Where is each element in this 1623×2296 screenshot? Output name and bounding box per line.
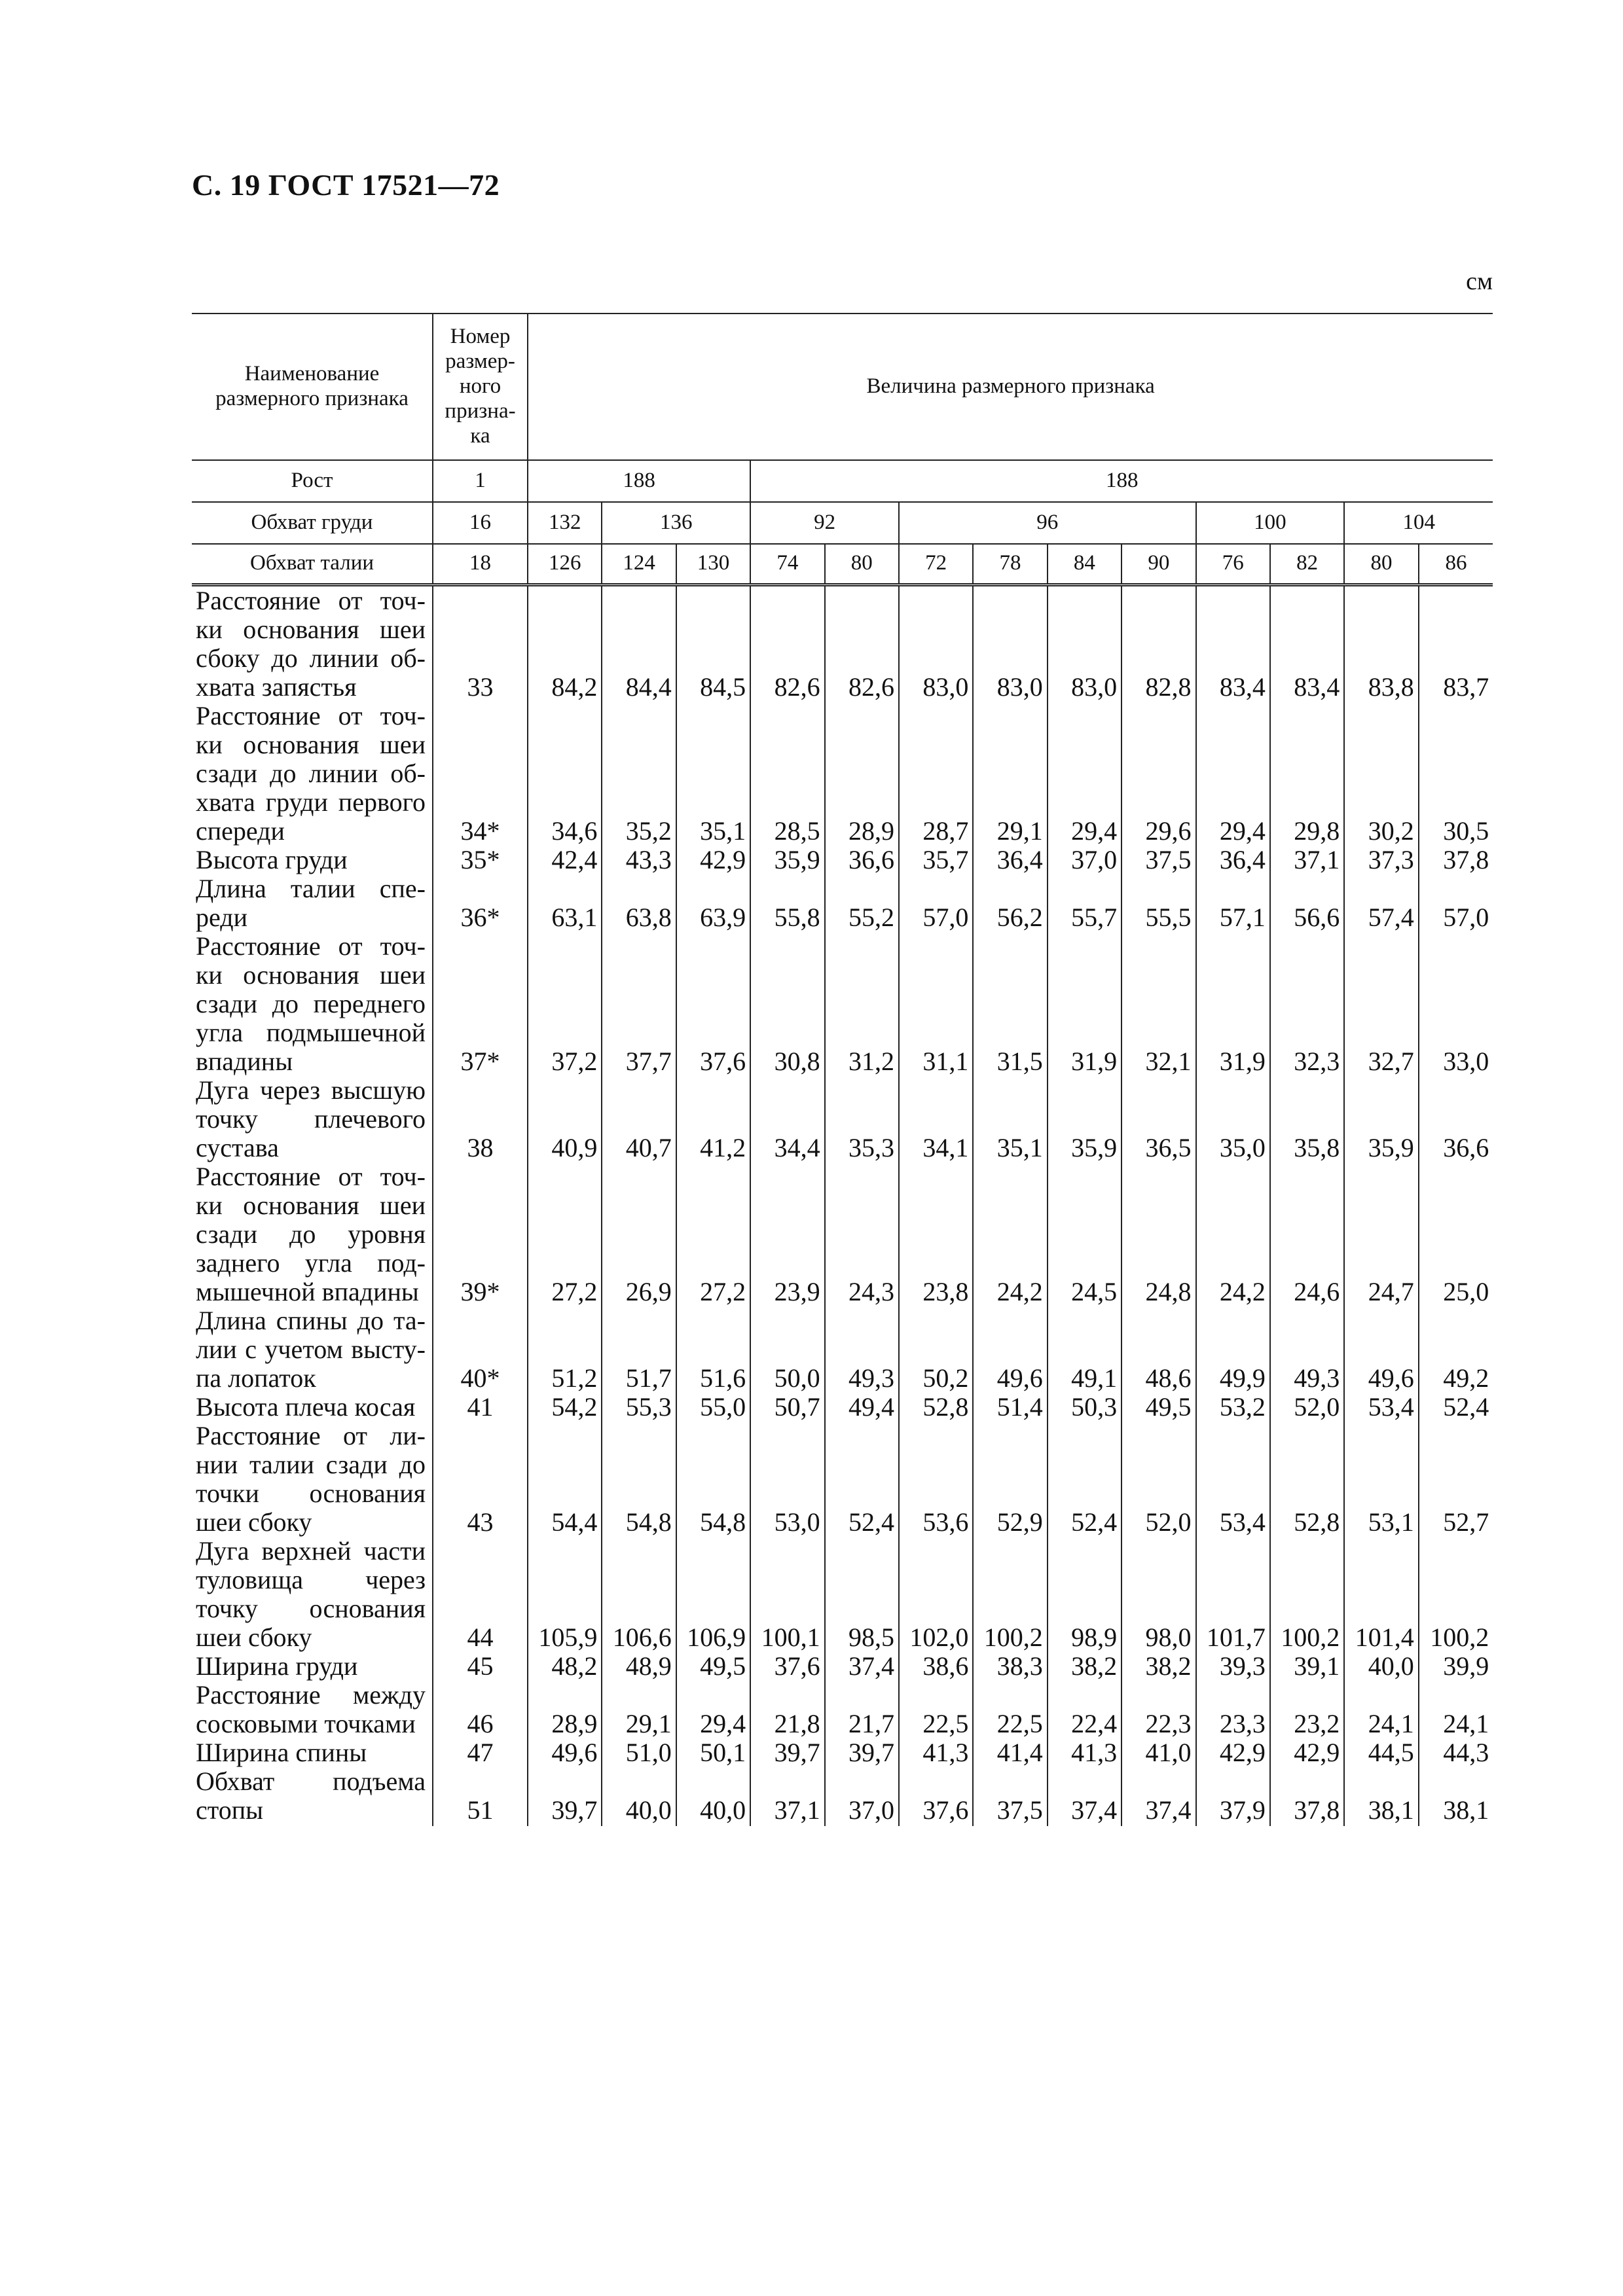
row-value: 39,7 xyxy=(750,1738,824,1767)
row-value: 37,8 xyxy=(1419,846,1493,874)
row-value: 49,3 xyxy=(1270,1306,1344,1393)
row-value: 54,8 xyxy=(676,1422,750,1537)
row-value: 22,4 xyxy=(1048,1681,1122,1738)
row-value: 31,5 xyxy=(973,932,1047,1076)
row-value: 37,1 xyxy=(1270,846,1344,874)
row-value: 24,5 xyxy=(1048,1162,1122,1306)
row-code: 43 xyxy=(433,1422,528,1537)
row-value: 29,4 xyxy=(1048,702,1122,846)
row-value: 52,4 xyxy=(825,1422,899,1537)
table-row xyxy=(192,874,1493,932)
row-value: 51,6 xyxy=(676,1306,750,1393)
row-value: 29,1 xyxy=(973,702,1047,846)
row-value: 23,2 xyxy=(1270,1681,1344,1738)
row-value: 35,9 xyxy=(1344,1076,1418,1162)
waist-value: 74 xyxy=(750,544,824,584)
row-value: 39,7 xyxy=(825,1738,899,1767)
row-value: 52,0 xyxy=(1270,1393,1344,1422)
row-value: 37,6 xyxy=(676,932,750,1076)
row-code: 33 xyxy=(433,584,528,702)
row-code: 44 xyxy=(433,1537,528,1652)
row-name: Расстояние от точ-ки основания шеи сзади до уровня заднего угла под-мышечной впадины xyxy=(192,1162,433,1306)
row-code: 46 xyxy=(433,1681,528,1738)
row-value: 52,8 xyxy=(1270,1422,1344,1537)
row-value: 57,4 xyxy=(1344,874,1418,932)
table-row xyxy=(192,932,1493,1076)
row-value: 55,5 xyxy=(1122,874,1195,932)
row-value: 40,0 xyxy=(1344,1652,1418,1681)
row-value: 35,1 xyxy=(676,702,750,846)
row-value: 41,2 xyxy=(676,1076,750,1162)
row-value: 41,3 xyxy=(899,1738,973,1767)
row-value: 31,9 xyxy=(1196,932,1270,1076)
row-value: 34,4 xyxy=(750,1076,824,1162)
dimension-table xyxy=(192,313,1493,1826)
row-code: 47 xyxy=(433,1738,528,1767)
row-name: Дуга через высшую точку плечевого сустава xyxy=(192,1076,433,1162)
row-value: 52,0 xyxy=(1122,1422,1195,1537)
row-value: 39,1 xyxy=(1270,1652,1344,1681)
chest-group: 96 xyxy=(899,502,1196,544)
row-value: 83,7 xyxy=(1419,584,1493,702)
row-value: 37,3 xyxy=(1344,846,1418,874)
row-value: 84,2 xyxy=(528,584,602,702)
waist-value: 90 xyxy=(1122,544,1195,584)
row-value: 28,7 xyxy=(899,702,973,846)
row-value: 28,9 xyxy=(528,1681,602,1738)
row-value: 31,1 xyxy=(899,932,973,1076)
row-value: 32,3 xyxy=(1270,932,1344,1076)
row-value: 38,1 xyxy=(1344,1767,1418,1826)
row-value: 49,5 xyxy=(676,1652,750,1681)
row-value: 54,4 xyxy=(528,1422,602,1537)
row-value: 55,8 xyxy=(750,874,824,932)
header-name-label: Наименование размерного признака xyxy=(192,314,433,460)
row-value: 37,0 xyxy=(825,1767,899,1826)
row-value: 49,6 xyxy=(1344,1306,1418,1393)
row-value: 49,6 xyxy=(528,1738,602,1767)
row-value: 38,2 xyxy=(1048,1652,1122,1681)
row-value: 21,7 xyxy=(825,1681,899,1738)
row-value: 35,3 xyxy=(825,1076,899,1162)
row-value: 29,1 xyxy=(602,1681,676,1738)
row-value: 55,2 xyxy=(825,874,899,932)
waist-value: 86 xyxy=(1419,544,1493,584)
row-value: 51,2 xyxy=(528,1306,602,1393)
row-value: 57,0 xyxy=(1419,874,1493,932)
row-value: 35,7 xyxy=(899,846,973,874)
row-value: 83,4 xyxy=(1270,584,1344,702)
row-value: 100,2 xyxy=(973,1537,1047,1652)
row-value: 50,0 xyxy=(750,1306,824,1393)
chest-group: 132 xyxy=(528,502,602,544)
row-value: 30,5 xyxy=(1419,702,1493,846)
row-value: 50,1 xyxy=(676,1738,750,1767)
chest-code: 16 xyxy=(433,502,528,544)
row-value: 37,4 xyxy=(1048,1767,1122,1826)
row-value: 57,1 xyxy=(1196,874,1270,932)
row-code: 51 xyxy=(433,1767,528,1826)
row-value: 83,0 xyxy=(1048,584,1122,702)
row-value: 38,6 xyxy=(899,1652,973,1681)
row-value: 84,4 xyxy=(602,584,676,702)
waist-value: 126 xyxy=(528,544,602,584)
row-value: 30,8 xyxy=(750,932,824,1076)
row-value: 52,4 xyxy=(1419,1393,1493,1422)
row-value: 23,9 xyxy=(750,1162,824,1306)
row-code: 35* xyxy=(433,846,528,874)
row-value: 106,6 xyxy=(602,1537,676,1652)
waist-label: Обхват талии xyxy=(192,544,433,584)
row-value: 53,2 xyxy=(1196,1393,1270,1422)
row-value: 44,3 xyxy=(1419,1738,1493,1767)
row-value: 24,6 xyxy=(1270,1162,1344,1306)
row-value: 22,5 xyxy=(899,1681,973,1738)
waist-value: 84 xyxy=(1048,544,1122,584)
row-value: 24,1 xyxy=(1344,1681,1418,1738)
table-row xyxy=(192,1652,1493,1681)
row-value: 36,6 xyxy=(1419,1076,1493,1162)
row-name: Расстояние от точ-ки основания шеи сзади до линии об-хвата груди первого спереди xyxy=(192,702,433,846)
row-value: 37,5 xyxy=(973,1767,1047,1826)
row-value: 54,2 xyxy=(528,1393,602,1422)
row-code: 38 xyxy=(433,1076,528,1162)
row-value: 63,1 xyxy=(528,874,602,932)
height-group: 188 xyxy=(750,460,1493,502)
row-value: 35,9 xyxy=(750,846,824,874)
row-value: 37,5 xyxy=(1122,846,1195,874)
waist-code: 18 xyxy=(433,544,528,584)
row-value: 34,1 xyxy=(899,1076,973,1162)
row-value: 49,4 xyxy=(825,1393,899,1422)
row-value: 100,1 xyxy=(750,1537,824,1652)
row-value: 37,2 xyxy=(528,932,602,1076)
row-name: Расстояние от ли-нии талии сзади до точки основания шеи сбоку xyxy=(192,1422,433,1537)
row-value: 55,0 xyxy=(676,1393,750,1422)
row-value: 21,8 xyxy=(750,1681,824,1738)
row-value: 23,3 xyxy=(1196,1681,1270,1738)
row-value: 49,6 xyxy=(973,1306,1047,1393)
row-value: 38,3 xyxy=(973,1652,1047,1681)
row-value: 52,7 xyxy=(1419,1422,1493,1537)
row-value: 52,8 xyxy=(899,1393,973,1422)
row-value: 42,4 xyxy=(528,846,602,874)
waist-value: 76 xyxy=(1196,544,1270,584)
row-value: 39,7 xyxy=(528,1767,602,1826)
row-value: 29,6 xyxy=(1122,702,1195,846)
row-value: 38,2 xyxy=(1122,1652,1195,1681)
chest-group: 100 xyxy=(1196,502,1345,544)
table-row xyxy=(192,1422,1493,1537)
row-value: 52,9 xyxy=(973,1422,1047,1537)
row-code: 45 xyxy=(433,1652,528,1681)
chest-group: 92 xyxy=(750,502,899,544)
row-value: 82,6 xyxy=(825,584,899,702)
table-row xyxy=(192,1537,1493,1652)
row-value: 36,4 xyxy=(1196,846,1270,874)
table-row xyxy=(192,1076,1493,1162)
waist-value: 78 xyxy=(973,544,1047,584)
table-row xyxy=(192,1681,1493,1738)
row-value: 43,3 xyxy=(602,846,676,874)
row-name: Высота груди xyxy=(192,846,433,874)
row-value: 24,2 xyxy=(973,1162,1047,1306)
row-value: 49,9 xyxy=(1196,1306,1270,1393)
row-value: 84,5 xyxy=(676,584,750,702)
row-code: 36* xyxy=(433,874,528,932)
row-name: Высота плеча косая xyxy=(192,1393,433,1422)
row-value: 35,9 xyxy=(1048,1076,1122,1162)
table-row xyxy=(192,1767,1493,1826)
row-value: 105,9 xyxy=(528,1537,602,1652)
row-value: 42,9 xyxy=(676,846,750,874)
row-name: Длина спины до та-лии с учетом высту-па лопаток xyxy=(192,1306,433,1393)
row-value: 41,0 xyxy=(1122,1738,1195,1767)
row-name: Дуга верхней части туловища через точку основания шеи сбоку xyxy=(192,1537,433,1652)
row-value: 27,2 xyxy=(528,1162,602,1306)
row-value: 41,3 xyxy=(1048,1738,1122,1767)
row-value: 82,8 xyxy=(1122,584,1195,702)
waist-value: 80 xyxy=(1344,544,1418,584)
row-value: 35,2 xyxy=(602,702,676,846)
row-value: 24,3 xyxy=(825,1162,899,1306)
row-value: 56,6 xyxy=(1270,874,1344,932)
row-value: 32,1 xyxy=(1122,932,1195,1076)
row-value: 29,8 xyxy=(1270,702,1344,846)
row-value: 41,4 xyxy=(973,1738,1047,1767)
row-value: 24,2 xyxy=(1196,1162,1270,1306)
row-value: 83,0 xyxy=(899,584,973,702)
row-value: 102,0 xyxy=(899,1537,973,1652)
row-value: 100,2 xyxy=(1419,1537,1493,1652)
row-value: 49,1 xyxy=(1048,1306,1122,1393)
row-value: 48,6 xyxy=(1122,1306,1195,1393)
waist-value: 80 xyxy=(825,544,899,584)
row-value: 49,2 xyxy=(1419,1306,1493,1393)
row-value: 51,7 xyxy=(602,1306,676,1393)
row-value: 40,9 xyxy=(528,1076,602,1162)
row-value: 83,0 xyxy=(973,584,1047,702)
row-value: 32,7 xyxy=(1344,932,1418,1076)
row-value: 53,6 xyxy=(899,1422,973,1537)
row-value: 34,6 xyxy=(528,702,602,846)
row-code: 37* xyxy=(433,932,528,1076)
row-value: 100,2 xyxy=(1270,1537,1344,1652)
row-value: 29,4 xyxy=(676,1681,750,1738)
row-name: Ширина спины xyxy=(192,1738,433,1767)
row-value: 52,4 xyxy=(1048,1422,1122,1537)
row-code: 39* xyxy=(433,1162,528,1306)
chest-group: 136 xyxy=(602,502,750,544)
row-value: 63,9 xyxy=(676,874,750,932)
unit-label: см xyxy=(1466,268,1493,295)
row-value: 106,9 xyxy=(676,1537,750,1652)
row-value: 50,2 xyxy=(899,1306,973,1393)
row-value: 37,8 xyxy=(1270,1767,1344,1826)
table-row xyxy=(192,1393,1493,1422)
row-value: 39,9 xyxy=(1419,1652,1493,1681)
row-value: 82,6 xyxy=(750,584,824,702)
row-value: 53,1 xyxy=(1344,1422,1418,1537)
row-value: 55,7 xyxy=(1048,874,1122,932)
row-value: 101,7 xyxy=(1196,1537,1270,1652)
row-value: 36,5 xyxy=(1122,1076,1195,1162)
row-value: 37,0 xyxy=(1048,846,1122,874)
row-value: 55,3 xyxy=(602,1393,676,1422)
row-value: 36,6 xyxy=(825,846,899,874)
row-value: 35,0 xyxy=(1196,1076,1270,1162)
row-value: 48,9 xyxy=(602,1652,676,1681)
table-row xyxy=(192,1162,1493,1306)
row-value: 49,5 xyxy=(1122,1393,1195,1422)
row-value: 40,7 xyxy=(602,1076,676,1162)
row-value: 83,8 xyxy=(1344,584,1418,702)
row-value: 35,8 xyxy=(1270,1076,1344,1162)
row-value: 36,4 xyxy=(973,846,1047,874)
row-value: 53,0 xyxy=(750,1422,824,1537)
page-header: С. 19 ГОСТ 17521—72 xyxy=(192,168,500,202)
row-value: 50,3 xyxy=(1048,1393,1122,1422)
row-name: Обхват подъема стопы xyxy=(192,1767,433,1826)
row-value: 53,4 xyxy=(1196,1422,1270,1537)
row-code: 41 xyxy=(433,1393,528,1422)
height-code: 1 xyxy=(433,460,528,502)
table-row xyxy=(192,1738,1493,1767)
header-value-label: Величина размерного признака xyxy=(528,314,1493,460)
row-value: 57,0 xyxy=(899,874,973,932)
row-value: 30,2 xyxy=(1344,702,1418,846)
row-value: 33,0 xyxy=(1419,932,1493,1076)
row-value: 40,0 xyxy=(676,1767,750,1826)
row-value: 98,0 xyxy=(1122,1537,1195,1652)
waist-value: 124 xyxy=(602,544,676,584)
table-row xyxy=(192,846,1493,874)
row-value: 29,4 xyxy=(1196,702,1270,846)
row-value: 26,9 xyxy=(602,1162,676,1306)
header-number-label: Номер размер-ного призна-ка xyxy=(433,314,528,460)
row-value: 51,4 xyxy=(973,1393,1047,1422)
row-value: 24,8 xyxy=(1122,1162,1195,1306)
row-value: 23,8 xyxy=(899,1162,973,1306)
row-code: 40* xyxy=(433,1306,528,1393)
row-value: 22,5 xyxy=(973,1681,1047,1738)
row-value: 38,1 xyxy=(1419,1767,1493,1826)
row-value: 37,4 xyxy=(825,1652,899,1681)
table-row xyxy=(192,584,1493,702)
row-value: 98,5 xyxy=(825,1537,899,1652)
row-value: 54,8 xyxy=(602,1422,676,1537)
row-value: 25,0 xyxy=(1419,1162,1493,1306)
row-name: Расстояние от точ-ки основания шеи сзади до переднего угла подмышечной впадины xyxy=(192,932,433,1076)
row-value: 49,3 xyxy=(825,1306,899,1393)
row-value: 27,2 xyxy=(676,1162,750,1306)
row-value: 98,9 xyxy=(1048,1537,1122,1652)
row-value: 37,6 xyxy=(899,1767,973,1826)
row-value: 101,4 xyxy=(1344,1537,1418,1652)
row-value: 37,9 xyxy=(1196,1767,1270,1826)
row-value: 37,4 xyxy=(1122,1767,1195,1826)
waist-value: 72 xyxy=(899,544,973,584)
row-value: 31,9 xyxy=(1048,932,1122,1076)
row-value: 24,1 xyxy=(1419,1681,1493,1738)
table-row xyxy=(192,1306,1493,1393)
row-value: 44,5 xyxy=(1344,1738,1418,1767)
row-name: Ширина груди xyxy=(192,1652,433,1681)
row-value: 39,3 xyxy=(1196,1652,1270,1681)
row-value: 56,2 xyxy=(973,874,1047,932)
row-code: 34* xyxy=(433,702,528,846)
row-value: 42,9 xyxy=(1196,1738,1270,1767)
row-value: 50,7 xyxy=(750,1393,824,1422)
row-value: 35,1 xyxy=(973,1076,1047,1162)
row-value: 28,9 xyxy=(825,702,899,846)
row-value: 22,3 xyxy=(1122,1681,1195,1738)
waist-value: 130 xyxy=(676,544,750,584)
chest-group: 104 xyxy=(1344,502,1493,544)
height-group: 188 xyxy=(528,460,750,502)
height-label: Рост xyxy=(192,460,433,502)
chest-label: Обхват груди xyxy=(192,502,433,544)
row-value: 48,2 xyxy=(528,1652,602,1681)
row-value: 24,7 xyxy=(1344,1162,1418,1306)
row-value: 28,5 xyxy=(750,702,824,846)
row-value: 83,4 xyxy=(1196,584,1270,702)
row-name: Расстояние от точ-ки основания шеи сбоку до линии об-хвата запястья xyxy=(192,584,433,702)
row-value: 53,4 xyxy=(1344,1393,1418,1422)
row-value: 37,1 xyxy=(750,1767,824,1826)
waist-value: 82 xyxy=(1270,544,1344,584)
row-value: 37,7 xyxy=(602,932,676,1076)
row-value: 31,2 xyxy=(825,932,899,1076)
row-value: 51,0 xyxy=(602,1738,676,1767)
row-value: 42,9 xyxy=(1270,1738,1344,1767)
row-name: Расстояние между сосковыми точками xyxy=(192,1681,433,1738)
row-value: 40,0 xyxy=(602,1767,676,1826)
row-name: Длина талии спе-реди xyxy=(192,874,433,932)
row-value: 63,8 xyxy=(602,874,676,932)
row-value: 37,6 xyxy=(750,1652,824,1681)
table-row xyxy=(192,702,1493,846)
